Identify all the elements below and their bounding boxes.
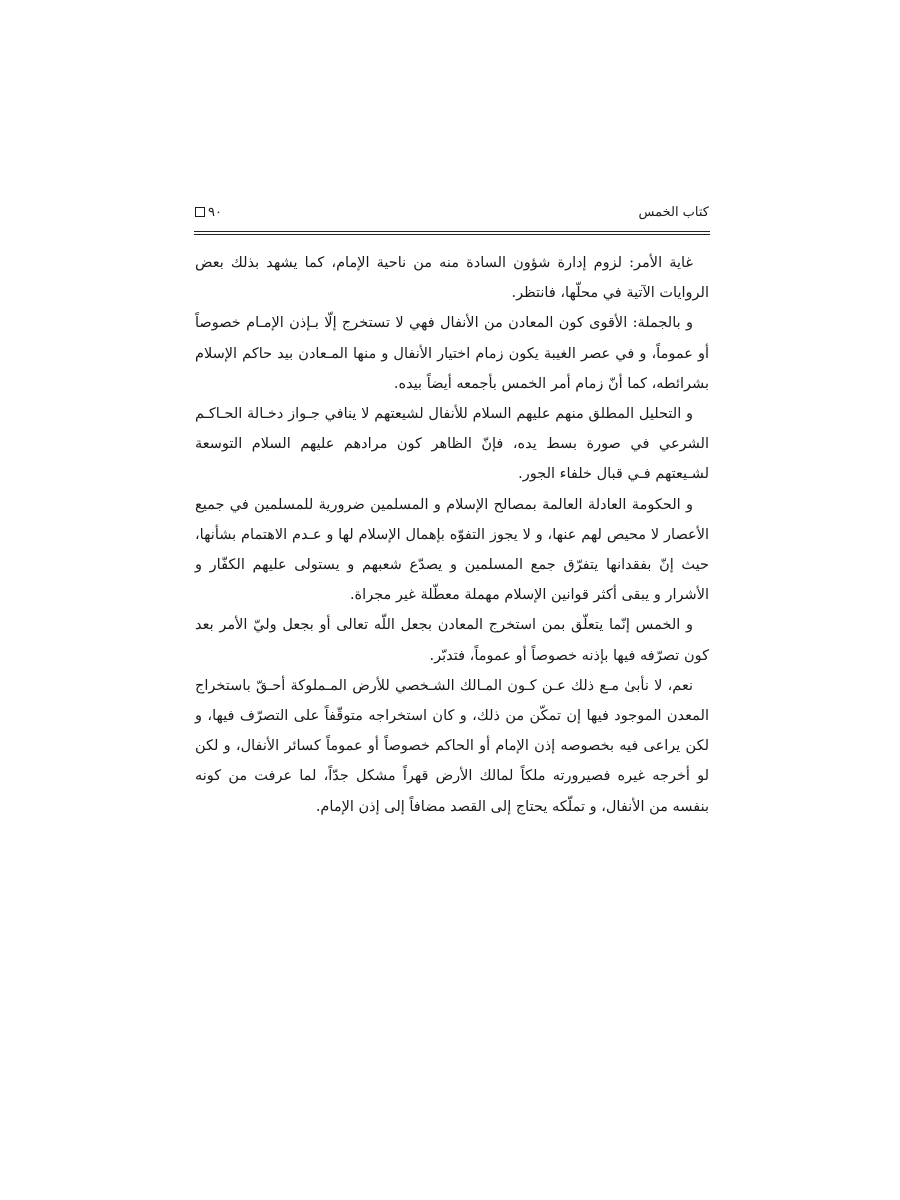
paragraph: غاية الأمر: لزوم إدارة شؤون السادة منه من ناحية الإمام، كما يشهد بذلك بعض الروايات الآتية في محلّها، فانتظر. xyxy=(195,255,709,302)
book-title: كتاب الخمس xyxy=(638,205,709,220)
paragraph: نعم، لا نأبىٰ مـع ذلك عـن كـون المـالك الشـخصي للأرض المـملوكة أحـقّ باستخراج المعدن الموجود فيها إن تمكّن من ذلك، و كان استخراجه متوقّفاً على التصرّف فيها، و لكن يراعى فيه بخصوصه إذن الإمام أو الحاكم خصوصاً أو عموماً كسائر الأنفال، و لكن لو أخرجه غيره فصيرورته ملكاً لمالك الأرض قهراً مشكل جدّاً، لما عرفت من كونه بنفسه من الأنفال، و تملّكه يحتاج إلى القصد مضافاً إلى إذن الإمام. xyxy=(195,677,709,815)
paragraph: و بالجملة: الأقوى كون المعادن من الأنفال فهي لا تستخرج إلّا بـإذن الإمـام خصوصاً أو عموماً، و في عصر الغيبة يكون زمام اختيار الأنفال و منها المـعادن بيد حاكم الإسلام بشرائطه، كما أنّ زمام أمر الخمس بأجمعه أيضاً بيده. xyxy=(195,315,709,392)
page-number-text: ٩٠ xyxy=(208,205,222,220)
main-text xyxy=(195,248,709,822)
page-marker-box-icon xyxy=(195,207,205,217)
header-rule-top xyxy=(194,231,710,232)
paragraph: و الخمس إنّما يتعلّق بمن استخرج المعادن بجعل اللّه تعالى أو بجعل وليّ الأمر بعد كون تصرّفه فيها بإذنه خصوصاً أو عموماً، فتدبّر. xyxy=(195,617,709,664)
paragraph: و التحليل المطلق منهم عليهم السلام للأنفال لشيعتهم لا ينافي جـواز دخـالة الحـاكـم الشرعي في صورة بسط يده، فإنّ الظاهر كون مرادهم عليهم السلام التوسعة لشـيعتهم فـي قبال خلفاء الجور. xyxy=(195,406,709,483)
paragraph: و الحكومة العادلة العالمة بمصالح الإسلام و المسلمين ضرورية للمسلمين في جميع الأعصار لا محيص لهم عنها، و لا يجوز التفوّه بإهمال الإسلام لها و عـدم الاهتمام بشأنها، حيث إنّ بفقدانها يتفرّق جمع المسلمين و يصدّع شعبهم و يستولى عليهم الكفّار و الأشرار و يبقى أكثر قوانين الإسلام مهملة معطّلة غير مجراة. xyxy=(195,496,709,604)
running-header xyxy=(195,203,709,227)
page-number xyxy=(195,203,222,223)
header-rule-bottom xyxy=(194,234,710,235)
